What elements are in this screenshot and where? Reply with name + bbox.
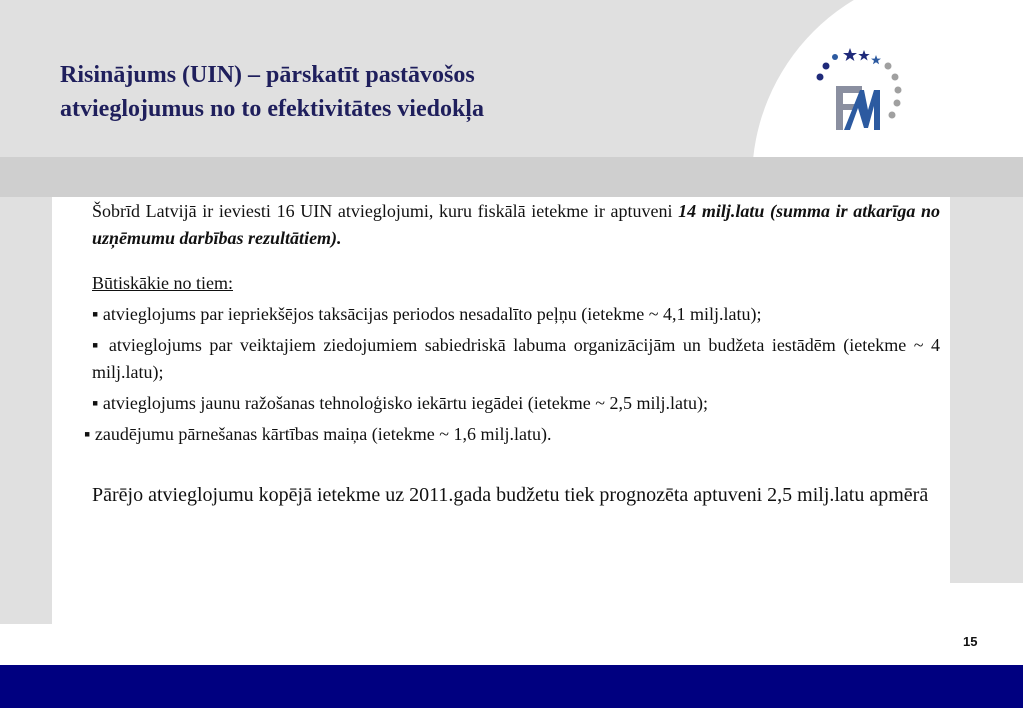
intro-emphasis: 14 milj.latu (summa ir atkarīga no uzņēmumu darbības rezultātiem). [92,201,940,248]
header-divider-band [0,157,1023,197]
left-margin-band [0,197,52,624]
page-number: 15 [963,634,978,649]
subheading-paragraph [92,270,940,297]
intro-paragraph [92,198,940,252]
intro-text: Šobrīd Latvijā ir ieviesti 16 UIN atvieglojumi, kuru fiskālā ietekme ir aptuveni [92,201,679,221]
bullet-item-2: ▪ atvieglojums par veiktajiem ziedojumiem sabiedriskā labuma organizācijām un budžeta iestādēm (ietekme ~ 4 milj.latu); [92,335,940,382]
bottom-margin-band [0,624,1023,665]
fm-logo-icon [806,44,906,140]
bullet-item-4: ▪ zaudējumu pārnešanas kārtības maiņa (ietekme ~ 1,6 milj.latu). [84,424,552,444]
fm-logo [806,44,906,140]
slide-title-line-1: Risinājums (UIN) – pārskatīt pastāvošos [60,62,475,88]
bullet-item-1: ▪ atvieglojums par iepriekšējos taksācijas periodos nesadalīto peļņu (ietekme ~ 4,1 milj.latu); [92,304,762,324]
conclusion-paragraph: Pārējo atvieglojumu kopējā ietekme uz 2011.gada budžetu tiek prognozēta aptuveni 2,5 milj.latu apmērā [92,484,929,506]
slide-body [84,198,940,510]
footer-bar [0,665,1023,708]
slide-title [60,58,484,126]
bullet-item-3: ▪ atvieglojums jaunu ražošanas tehnoloģisko iekārtu iegādei (ietekme ~ 2,5 milj.latu); [92,393,708,413]
right-margin-band [950,197,1023,583]
slide-title-line-2: atvieglojumus no to efektivitātes viedokļa [60,96,484,122]
subheading: Būtiskākie no tiem: [92,273,233,293]
